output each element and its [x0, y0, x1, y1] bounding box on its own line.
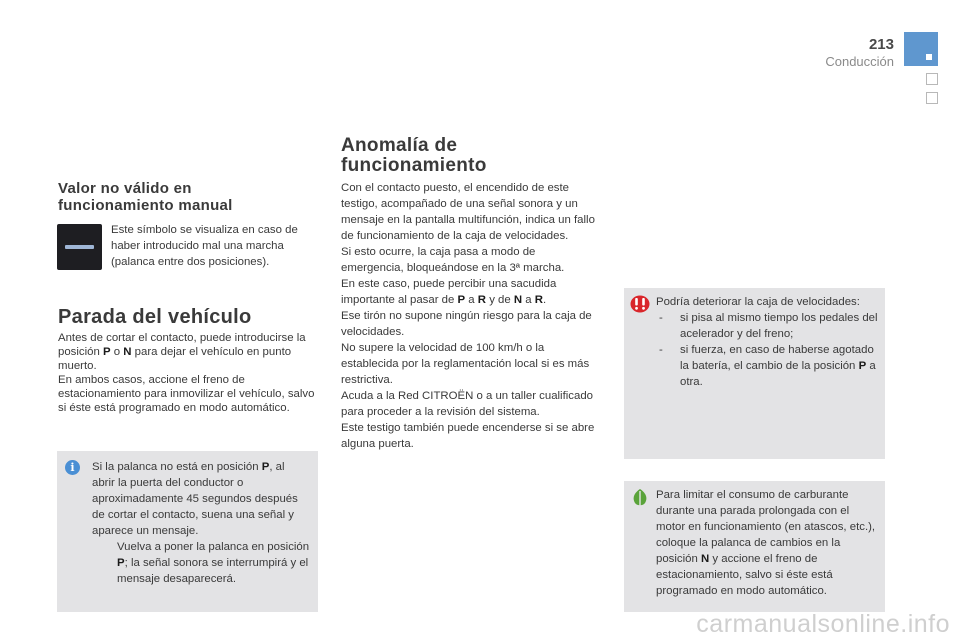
chapter-tab[interactable] — [926, 73, 938, 85]
gear-letter: P — [261, 461, 270, 473]
eco-leaf-icon — [631, 488, 649, 508]
anomalia-paragraph: Si esto ocurre, la caja pasa a modo de emergencia, bloqueándose en la 3ª marcha. — [341, 246, 565, 274]
watermark: carmanualsonline.info — [696, 610, 950, 638]
text-span: , al abrir la puerta del conductor o aproximadamente 45 segundos después de cortar el contacto, suena una señal y aparece un mensaje. — [92, 461, 298, 537]
info-bullet — [92, 539, 310, 587]
warning-item — [656, 342, 878, 390]
text-span: y accione el freno de estacionamiento, salvo si éste está programado en modo automático. — [656, 553, 833, 597]
parada-body — [58, 331, 320, 415]
gear-letter: N — [123, 346, 132, 358]
text-span: . — [543, 294, 547, 306]
anomalia-paragraph: Este testigo también puede encenderse si se abre alguna puerta. — [341, 422, 595, 450]
heading-anomalia — [341, 136, 601, 176]
anomalia-paragraph: Con el contacto puesto, el encendido de este testigo, acompañado de una señal sonora y un mensaje en la pantalla multifunción, indica un fallo de funcionamiento de la caja de velocidades. — [341, 182, 595, 242]
heading-parada: Parada del vehículo — [58, 306, 252, 328]
heading-line: funcionamiento manual — [58, 197, 233, 214]
gear-display-symbol-icon — [57, 224, 102, 270]
info-icon: i — [65, 460, 80, 475]
symbol-bar — [65, 245, 94, 249]
heading-line: Valor no válido en — [58, 180, 192, 197]
text-span: En este caso, puede percibir una sacudida importante al pasar de — [341, 278, 557, 306]
gear-letter: P — [858, 360, 867, 372]
eco-paragraph — [656, 487, 878, 599]
eco-note-content — [656, 487, 878, 599]
text-span: si fuerza, en caso de haberse agotado la batería, el cambio de la posición — [680, 344, 874, 372]
text-span: a — [465, 294, 478, 306]
info-note-box — [57, 451, 318, 612]
text-span: o — [110, 346, 124, 358]
gear-letter: R — [477, 294, 487, 306]
gear-letter: N — [700, 553, 710, 565]
warning-note-content — [656, 294, 878, 390]
page-number: 213 — [868, 36, 894, 53]
heading-line: funcionamiento — [341, 155, 487, 176]
text-span: si pisa al mismo tiempo los pedales del acelerador y del freno; — [680, 312, 878, 340]
dash-marker: - — [659, 344, 663, 356]
tab-marker-icon — [926, 54, 932, 60]
warning-note-box — [624, 288, 885, 459]
gear-letter: P — [102, 346, 111, 358]
gear-letter: N — [513, 294, 523, 306]
text-span: a otra. — [680, 360, 876, 388]
section-title: Conducción — [825, 54, 894, 69]
anomalia-body — [341, 180, 601, 452]
chapter-tab[interactable] — [926, 92, 938, 104]
gear-letter: P — [457, 294, 466, 306]
text-span: y de — [486, 294, 514, 306]
eco-note-box — [624, 481, 885, 612]
heading-line: Anomalía de — [341, 135, 458, 156]
heading-valor-no-valido — [58, 180, 318, 214]
anomalia-paragraph: No supere la velocidad de 100 km/h o la establecida por la reglamentación local si es más restrictiva. — [341, 342, 590, 386]
text-span: Para limitar el consumo de carburante durante una parada prolongada con el motor en funcionamiento (en atascos, etc.), coloque la palanca de cambios en la posición — [656, 489, 876, 565]
warning-icon — [630, 295, 650, 313]
info-paragraph — [92, 459, 310, 539]
dash-marker: - — [659, 312, 663, 324]
anomalia-paragraph — [341, 276, 601, 308]
gear-letter: R — [534, 294, 544, 306]
chapter-tab-active[interactable] — [904, 32, 938, 66]
text-span: para dejar el vehículo en punto muerto. — [58, 346, 292, 372]
info-note-content — [92, 459, 310, 587]
parada-paragraph — [58, 331, 320, 373]
text-span: ; la señal sonora se interrumpirá y el mensaje desaparecerá. — [117, 557, 309, 585]
text-span: Si la palanca no está en posición — [92, 461, 262, 473]
warning-item — [656, 310, 878, 342]
warning-intro: Podría deteriorar la caja de velocidades: — [656, 296, 860, 308]
text-span: Antes de cortar el contacto, puede introducirse la posición — [58, 332, 306, 358]
parada-paragraph: En ambos casos, accione el freno de estacionamiento para inmovilizar el vehículo, salvo si éste está programado en modo automático. — [58, 374, 315, 414]
gear-letter: P — [117, 557, 125, 569]
anomalia-paragraph: Ese tirón no supone ningún riesgo para la caja de velocidades. — [341, 310, 592, 338]
anomalia-paragraph: Acuda a la Red CITROËN o a un taller cualificado para proceder a la revisión del sistema. — [341, 390, 593, 418]
valor-description: Este símbolo se visualiza en caso de haber introducido mal una marcha (palanca entre dos posiciones). — [111, 224, 298, 268]
text-span: Vuelva a poner la palanca en posición — [117, 541, 310, 553]
text-span: a — [522, 294, 535, 306]
